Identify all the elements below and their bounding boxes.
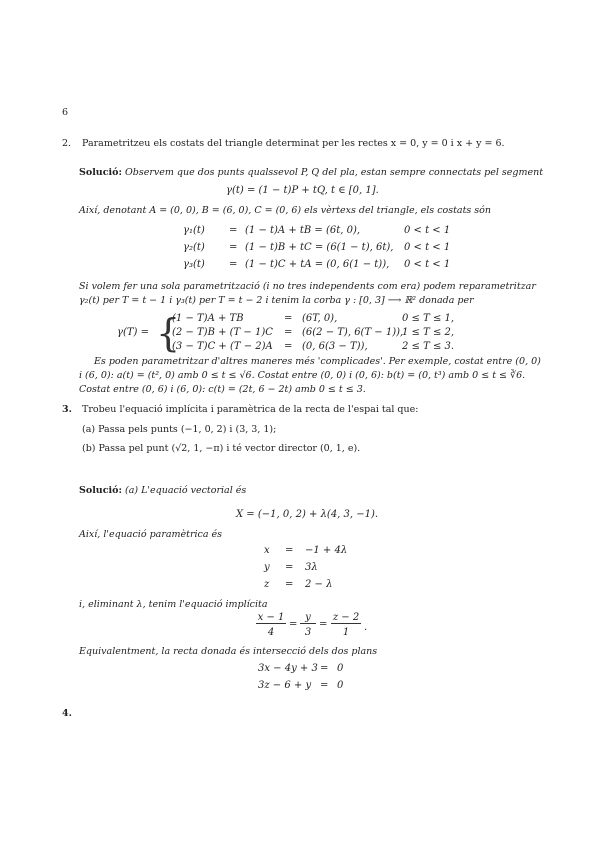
gamma-1-eq: = [229, 225, 238, 236]
fraction-1-denominator: 4 [267, 627, 275, 638]
piece-3-expr: (3 − T)C + (T − 2)A [172, 341, 273, 352]
piece-2-eq: = [284, 327, 293, 338]
gamma-3-eq: = [229, 259, 238, 270]
plane-1-eq: = [320, 663, 329, 674]
fraction-1-numerator: x − 1 [257, 612, 285, 623]
gamma-3-rhs: (1 − t)C + tA = (0, 6(1 − t)), [245, 259, 390, 270]
gamma-2-lhs: γ₂(t) [183, 242, 205, 253]
piece-3-range: 2 ≤ T ≤ 3. [402, 341, 455, 352]
problem-3-statement: Trobeu l'equació implícita i paramètrica de la recta de l'espai tal que: [82, 404, 419, 415]
param-x-eq: = [285, 545, 294, 556]
piece-1-value: (6T, 0), [302, 313, 338, 324]
solution-a-intro: (a) L'equació vectorial és [125, 485, 247, 496]
gamma-2-eq: = [229, 242, 238, 253]
left-brace: { [156, 311, 181, 355]
fraction-2-numerator: y [300, 612, 316, 624]
page-number: 6 [62, 107, 69, 118]
problem-3-number: 3. [62, 404, 72, 415]
plane-2-lhs: 3z − 6 + y [258, 680, 312, 691]
problem-2-solution-label: Solució: [79, 167, 122, 178]
piece-3-eq: = [284, 341, 293, 352]
fraction-eq-2: = [319, 619, 328, 630]
param-y-eq: = [285, 562, 294, 573]
problem-3-item-a: (a) Passa pels punts (−1, 0, 2) i (3, 3, 1); [82, 424, 277, 435]
piecewise-lhs: γ(T) = [117, 327, 150, 338]
param-y-lhs: y [264, 562, 270, 573]
piece-2-range: 1 ≤ T ≤ 2, [402, 327, 455, 338]
piece-2-expr: (2 − T)B + (T − 1)C [172, 327, 273, 338]
problem-3-solution-label: Solució: [79, 485, 122, 496]
fraction-3-numerator: z − 2 [332, 612, 360, 623]
fraction-end: . [364, 622, 368, 633]
problem-2-number: 2. [62, 138, 72, 149]
piece-1-expr: (1 − T)A + TB [172, 313, 244, 324]
vector-equation: X = (−1, 0, 2) + λ(4, 3, −1). [236, 509, 379, 520]
gamma-2-range: 0 < t < 1 [404, 242, 451, 253]
other-line-2: i (6, 0): a(t) = (t², 0) amb 0 ≤ t ≤ √6. Costat entre (0, 0) i (0, 6): b(t) = (0, t³) amb 0 ≤ t ≤ ∛6. [79, 370, 526, 381]
piece-3-value: (0, 6(3 − T)), [302, 341, 368, 352]
piece-1-eq: = [284, 313, 293, 324]
param-x-rhs: −1 + 4λ [305, 545, 348, 556]
problem-4-number: 4. [62, 708, 72, 719]
fraction-3-denominator: 1 [342, 627, 350, 638]
param-y-rhs: 3λ [305, 562, 318, 573]
gamma-1-range: 0 < t < 1 [404, 225, 451, 236]
param-z-lhs: z [264, 579, 270, 590]
vertices-text: Així, denotant A = (0, 0), B = (6, 0), C = (0, 6) els vèrtexs del triangle, els costats són [79, 205, 492, 216]
single-param-line-1: Si volem fer una sola parametrització (i no tres independents com era) podem reparametritzar [79, 281, 536, 292]
gamma-3-lhs: γ₃(t) [183, 259, 205, 270]
plane-1-lhs: 3x − 4y + 3 [258, 663, 318, 674]
planes-intro: Equivalentment, la recta donada és intersecció dels dos plans [79, 646, 378, 657]
param-intro: Així, l'equació paramètrica és [79, 529, 223, 540]
other-line-1: Es poden parametritzar d'altres maneres més 'complicades'. Per exemple, costat entre (0, 0) [94, 356, 541, 367]
problem-3-item-b: (b) Passa pel punt (√2, 1, −π) i té vector director (0, 1, e). [82, 443, 361, 454]
param-x-lhs: x [264, 545, 270, 556]
piece-1-range: 0 ≤ T ≤ 1, [402, 313, 455, 324]
fraction-2-denominator: 3 [304, 627, 312, 638]
implicit-intro: i, eliminant λ, tenim l'equació implícita [79, 599, 268, 610]
other-line-3: Costat entre (0, 6) i (6, 0): c(t) = (2t, 6 − 2t) amb 0 ≤ t ≤ 3. [79, 384, 366, 395]
segment-formula: γ(t) = (1 − t)P + tQ, t ∈ [0, 1]. [226, 185, 379, 196]
problem-2-intro: Observem que dos punts qualssevol P, Q del pla, estan sempre connectats pel segment [125, 167, 544, 178]
problem-2-statement: Parametritzeu els costats del triangle determinat per les rectes x = 0, y = 0 i x + y = 6. [82, 138, 505, 149]
piece-2-value: (6(2 − T), 6(T − 1)), [302, 327, 404, 338]
gamma-1-lhs: γ₁(t) [183, 225, 205, 236]
gamma-1-rhs: (1 − t)A + tB = (6t, 0), [245, 225, 361, 236]
gamma-2-rhs: (1 − t)B + tC = (6(1 − t), 6t), [245, 242, 394, 253]
fraction-eq-1: = [289, 619, 298, 630]
single-param-line-2: γ₂(t) per T = t − 1 i γ₃(t) per T = t − 2 i tenim la corba γ : [0, 3] ⟶ ℝ² donada per [79, 295, 474, 306]
plane-2-rhs: 0 [337, 680, 344, 691]
param-z-rhs: 2 − λ [305, 579, 333, 590]
param-z-eq: = [285, 579, 294, 590]
plane-1-rhs: 0 [337, 663, 344, 674]
gamma-3-range: 0 < t < 1 [404, 259, 451, 270]
plane-2-eq: = [320, 680, 329, 691]
